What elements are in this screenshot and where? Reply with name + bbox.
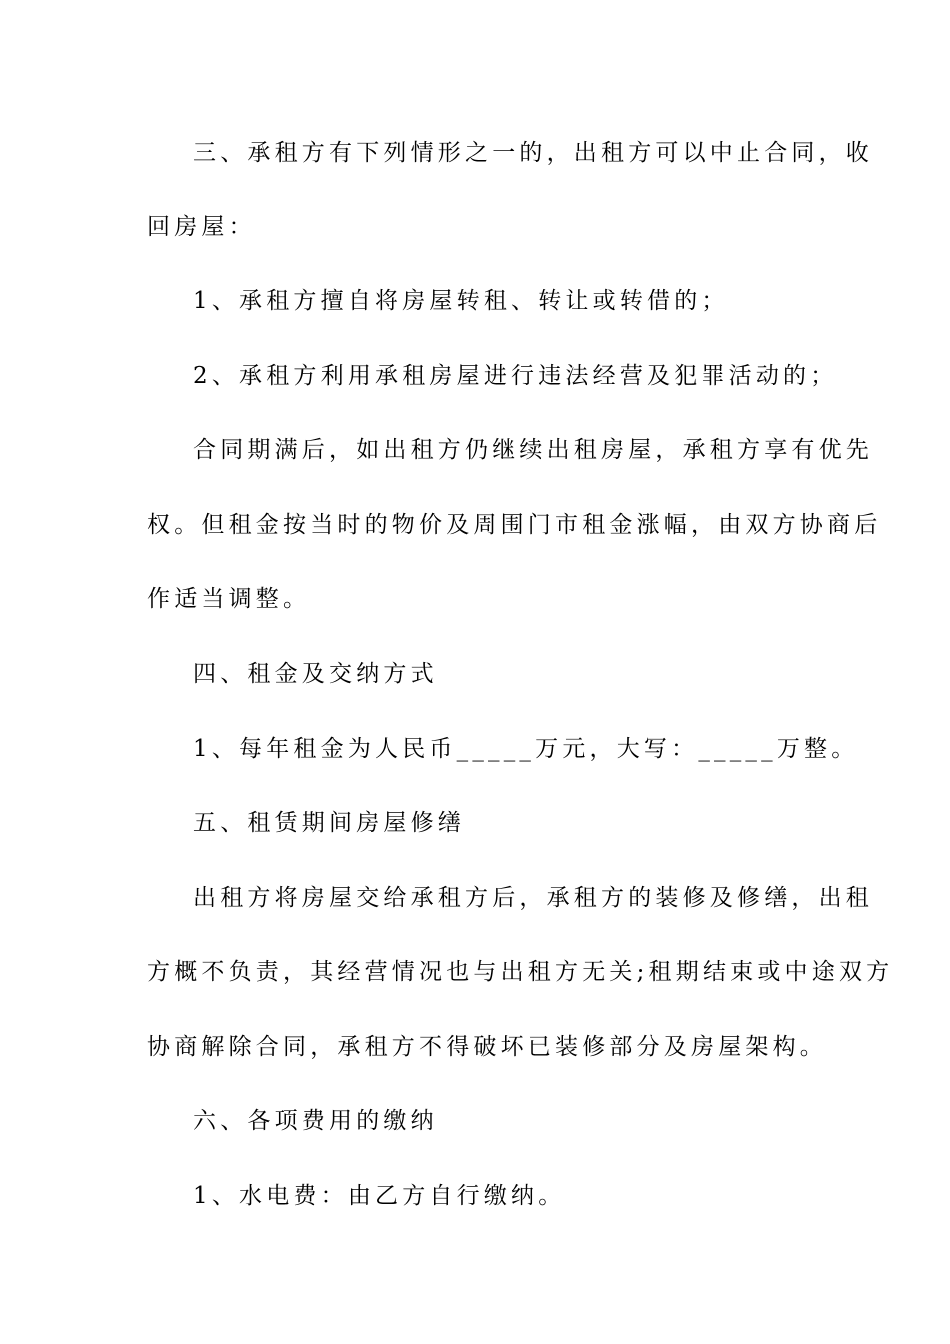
clause-five-heading: 五、租赁期间房屋修缮 <box>193 810 465 836</box>
clause-six-heading: 六、各项费用的缴纳 <box>193 1108 438 1134</box>
clause-three-item-1: 1、承租方擅自将房屋转租、转让或转借的； <box>193 288 729 314</box>
clause-three-item-2: 2、承租方利用承租房屋进行违法经营及犯罪活动的； <box>193 363 838 389</box>
clause-six-item-1: 1、水电费：由乙方自行缴纳。 <box>193 1183 566 1209</box>
clause-four-item-1: 1、每年租金为人民币_____万元，大写：_____万整。 <box>193 736 859 762</box>
repair-paragraph-line-3: 协商解除合同，承租方不得破坏已装修部分及房屋架构。 <box>147 1034 827 1060</box>
clause-three-heading-continued: 回房屋： <box>147 214 256 240</box>
renewal-paragraph-line-3: 作适当调整。 <box>147 586 311 612</box>
clause-four-heading: 四、租金及交纳方式 <box>193 661 438 687</box>
repair-paragraph-line-2: 方概不负责，其经营情况也与出租方无关;租期结束或中途双方 <box>147 959 894 985</box>
renewal-paragraph-line-2: 权。但租金按当时的物价及周围门市租金涨幅，由双方协商后 <box>147 512 882 538</box>
clause-three-heading: 三、承租方有下列情形之一的，出租方可以中止合同，收 <box>193 140 873 166</box>
repair-paragraph-line-1: 出租方将房屋交给承租方后，承租方的装修及修缮，出租 <box>193 885 873 911</box>
renewal-paragraph-line-1: 合同期满后，如出租方仍继续出租房屋，承租方享有优先 <box>193 437 873 463</box>
